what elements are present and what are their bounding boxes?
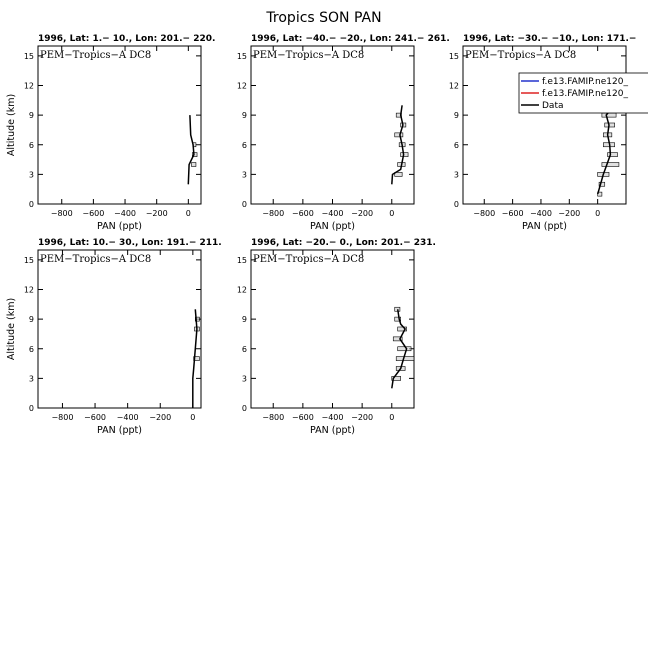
y-tick-label: 6 — [28, 344, 34, 354]
data-range-box — [192, 163, 196, 167]
dataset-annotation: PEM−Tropics−A DC8 — [253, 50, 365, 61]
y-axis-label: Altitude (km) — [6, 93, 17, 157]
y-tick-label: 6 — [28, 140, 34, 150]
x-tick-label: −400 — [321, 413, 344, 422]
y-tick-label: 12 — [23, 81, 34, 91]
y-tick-label: 15 — [236, 255, 247, 265]
x-tick-label: −200 — [145, 209, 168, 218]
x-axis-label: PAN (ppt) — [97, 221, 142, 232]
x-tick-label: −400 — [114, 209, 137, 218]
x-tick-label: 0 — [595, 209, 601, 218]
y-tick-label: 15 — [236, 51, 247, 61]
x-tick-label: −400 — [321, 209, 344, 218]
x-tick-label: −400 — [116, 413, 139, 422]
y-tick-label: 15 — [448, 51, 459, 61]
x-tick-label: −800 — [473, 209, 496, 218]
x-tick-label: −800 — [262, 413, 285, 422]
legend-label: Data — [542, 101, 564, 111]
x-tick-label: −200 — [149, 413, 172, 422]
panel-title: 1996, Lat: 1.− 10., Lon: 201.− 220. — [38, 34, 216, 44]
data-range-box — [602, 113, 616, 117]
x-tick-label: −800 — [50, 209, 73, 218]
x-tick-label: −600 — [501, 209, 524, 218]
y-tick-label: 0 — [241, 200, 247, 209]
data-range-box — [398, 347, 411, 351]
x-axis-label: PAN (ppt) — [310, 425, 355, 436]
dataset-annotation: PEM−Tropics−A DC8 — [253, 254, 365, 265]
y-tick-label: 9 — [453, 111, 459, 121]
x-axis-label: PAN (ppt) — [310, 221, 355, 232]
dataset-annotation: PEM−Tropics−A DC8 — [40, 50, 152, 61]
y-tick-label: 3 — [241, 170, 247, 180]
x-tick-label: −400 — [529, 209, 552, 218]
plot-frame — [251, 250, 414, 408]
x-tick-label: −800 — [262, 209, 285, 218]
y-tick-label: 0 — [241, 404, 247, 413]
y-axis-label: Altitude (km) — [6, 297, 17, 361]
x-tick-label: 0 — [389, 209, 395, 218]
panel-title: 1996, Lat: −40.− −20., Lon: 241.− 261. — [251, 34, 450, 44]
y-tick-label: 3 — [28, 374, 34, 384]
y-tick-label: 3 — [241, 374, 247, 384]
x-axis-label: PAN (ppt) — [522, 221, 567, 232]
plot-frame — [38, 46, 201, 204]
plot-frame — [251, 46, 414, 204]
x-tick-label: −200 — [351, 209, 374, 218]
y-tick-label: 3 — [28, 170, 34, 180]
x-tick-label: −200 — [351, 413, 374, 422]
x-tick-label: 0 — [190, 413, 196, 422]
y-tick-label: 12 — [23, 285, 34, 295]
y-tick-label: 9 — [28, 315, 34, 325]
legend-label: f.e13.FAMIP.ne120_ — [542, 77, 628, 87]
panel-title: 1996, Lat: −30.− −10., Lon: 171.− — [463, 34, 637, 44]
panel-5 — [237, 238, 436, 436]
series-line-data — [598, 105, 614, 194]
y-tick-label: 6 — [241, 344, 247, 354]
y-tick-label: 0 — [453, 200, 459, 209]
y-tick-label: 15 — [23, 255, 34, 265]
data-range-box — [608, 153, 618, 157]
panel-4 — [6, 238, 222, 436]
data-range-box — [396, 357, 414, 361]
panel-1 — [6, 34, 215, 232]
x-tick-label: −800 — [51, 413, 74, 422]
figure-title: Tropics SON PAN — [266, 10, 382, 26]
y-tick-label: 9 — [241, 315, 247, 325]
legend-label: f.e13.FAMIP.ne120_ — [542, 89, 628, 99]
x-tick-label: 0 — [389, 413, 395, 422]
y-tick-label: 0 — [28, 404, 34, 413]
y-tick-label: 6 — [241, 140, 247, 150]
x-tick-label: −200 — [558, 209, 581, 218]
x-tick-label: −600 — [291, 209, 314, 218]
x-tick-label: 0 — [185, 209, 191, 218]
y-tick-label: 9 — [28, 111, 34, 121]
y-tick-label: 3 — [453, 170, 459, 180]
panel-3 — [449, 34, 637, 232]
y-tick-label: 15 — [23, 51, 34, 61]
y-tick-label: 12 — [236, 81, 247, 91]
data-range-box — [401, 153, 408, 157]
data-range-box — [602, 163, 619, 167]
data-range-box — [395, 133, 403, 137]
dataset-annotation: PEM−Tropics−A DC8 — [465, 50, 577, 61]
series-line-data — [188, 115, 194, 184]
y-tick-label: 6 — [453, 140, 459, 150]
y-tick-label: 12 — [236, 285, 247, 295]
y-tick-label: 9 — [241, 111, 247, 121]
y-tick-label: 12 — [448, 81, 459, 91]
panel-title: 1996, Lat: 10.− 30., Lon: 191.− 211. — [38, 238, 222, 248]
panel-2 — [237, 34, 450, 232]
legend — [519, 73, 648, 113]
x-tick-label: −600 — [82, 209, 105, 218]
plot-frame — [38, 250, 201, 408]
y-tick-label: 0 — [28, 200, 34, 209]
x-tick-label: −600 — [84, 413, 107, 422]
x-axis-label: PAN (ppt) — [97, 425, 142, 436]
panel-title: 1996, Lat: −20.− 0., Lon: 201.− 231. — [251, 238, 436, 248]
x-tick-label: −600 — [291, 413, 314, 422]
dataset-annotation: PEM−Tropics−A DC8 — [40, 254, 152, 265]
